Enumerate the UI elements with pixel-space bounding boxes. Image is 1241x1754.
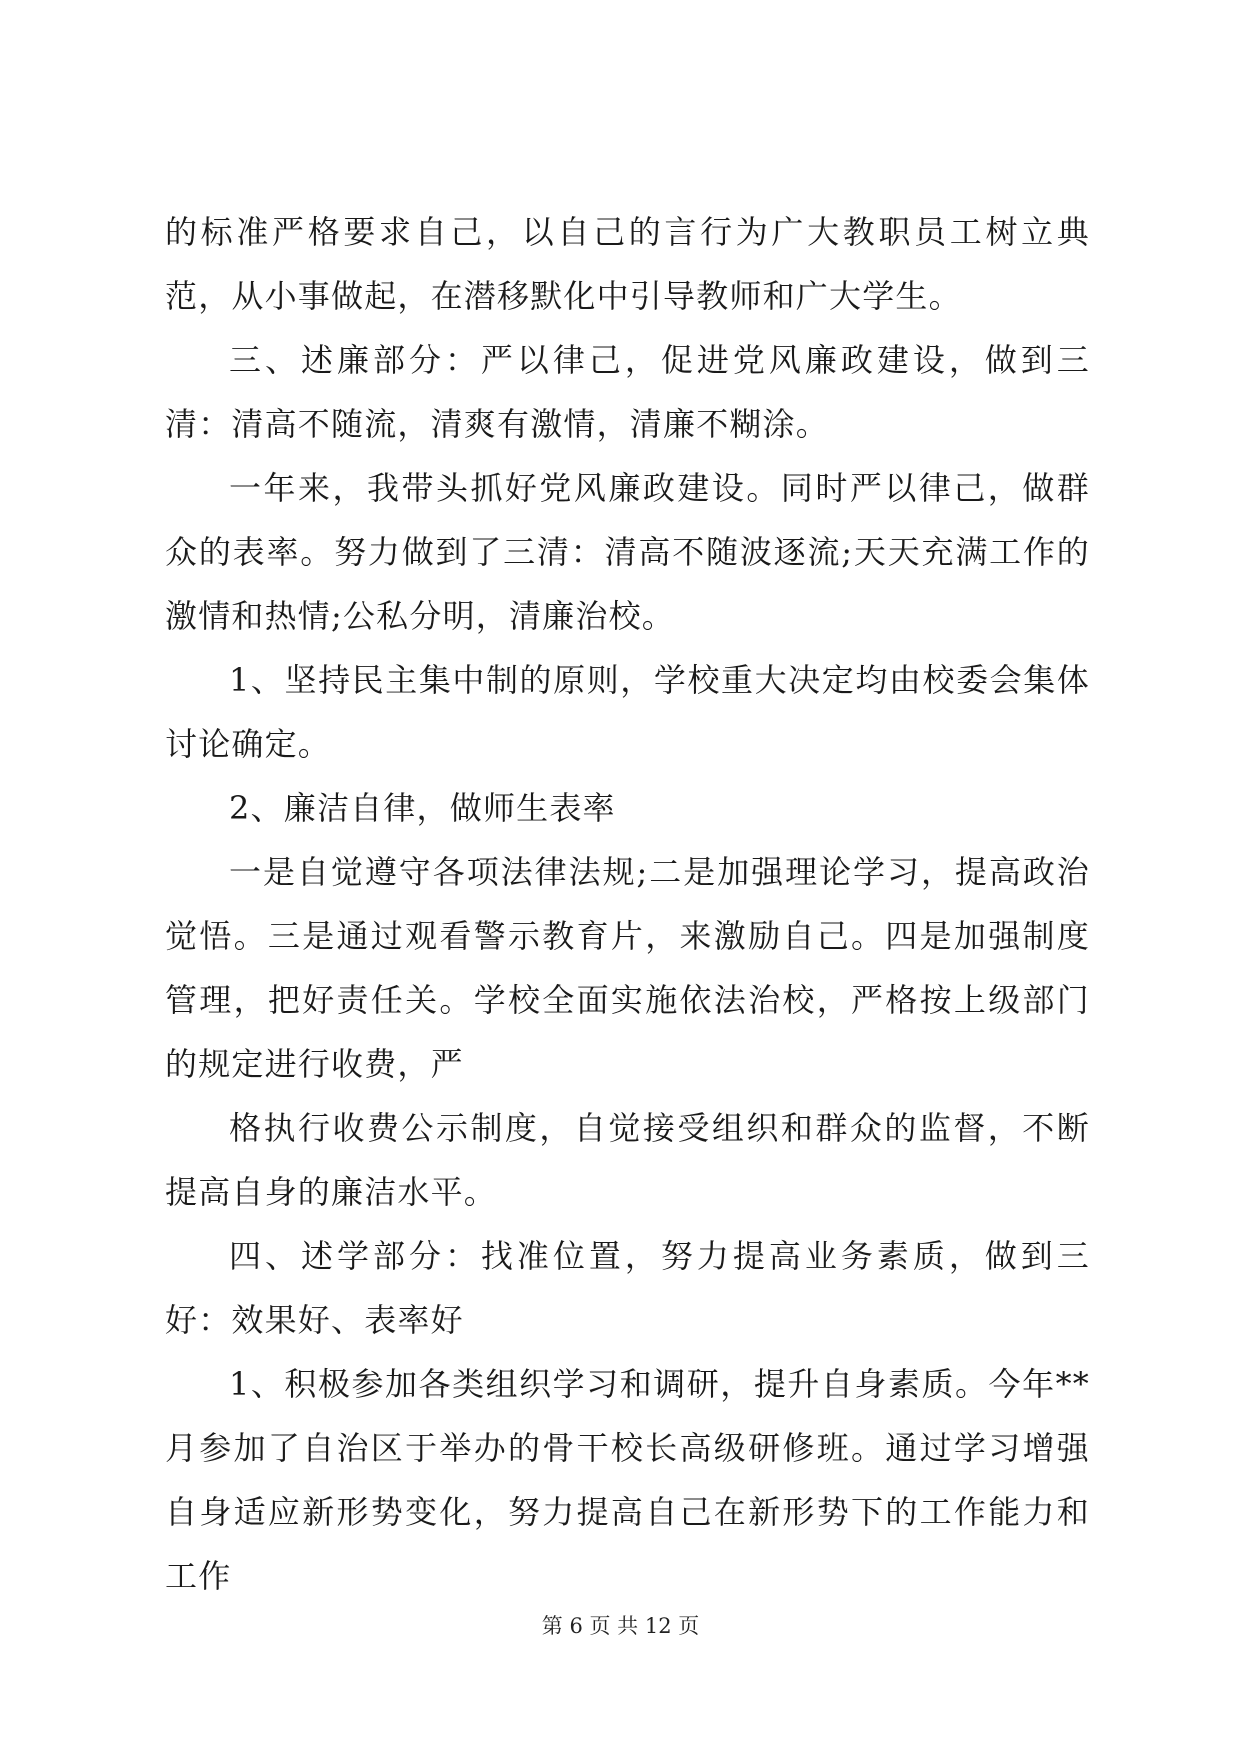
page-number-footer: 第 6 页 共 12 页 xyxy=(541,1614,700,1638)
paragraph-4: 2、廉洁自律，做师生表率 xyxy=(229,789,616,827)
paragraph-0: 的标准严格要求自己，以自己的言行为广大教职员工树立典范，从小事做起，在潜移默化中引导教师和广大学生。 xyxy=(165,213,1090,315)
paragraph-7: 四、述学部分：找准位置，努力提高业务素质，做到三好：效果好、表率好 xyxy=(165,1237,1090,1339)
paragraph-3: 1、坚持民主集中制的原则，学校重大决定均由校委会集体讨论确定。 xyxy=(165,661,1090,763)
paragraph-1: 三、述廉部分：严以律己，促进党风廉政建设，做到三清：清高不随流，清爽有激情，清廉不糊涂。 xyxy=(165,341,1090,443)
paragraph-2: 一年来，我带头抓好党风廉政建设。同时严以律己，做群众的表率。努力做到了三清：清高不随波逐流;天天充满工作的激情和热情;公私分明，清廉治校。 xyxy=(165,469,1090,635)
paragraph-6: 格执行收费公示制度，自觉接受组织和群众的监督，不断提高自身的廉洁水平。 xyxy=(165,1109,1090,1211)
document-body xyxy=(165,200,1090,1608)
paragraph-8: 1、积极参加各类组织学习和调研，提升自身素质。今年**月参加了自治区于举办的骨干校长高级研修班。通过学习增强自身适应新形势变化，努力提高自己在新形势下的工作能力和工作 xyxy=(165,1365,1090,1595)
paragraph-5: 一是自觉遵守各项法律法规;二是加强理论学习，提高政治觉悟。三是通过观看警示教育片，来激励自己。四是加强制度管理，把好责任关。学校全面实施依法治校，严格按上级部门的规定进行收费，严 xyxy=(165,853,1090,1083)
